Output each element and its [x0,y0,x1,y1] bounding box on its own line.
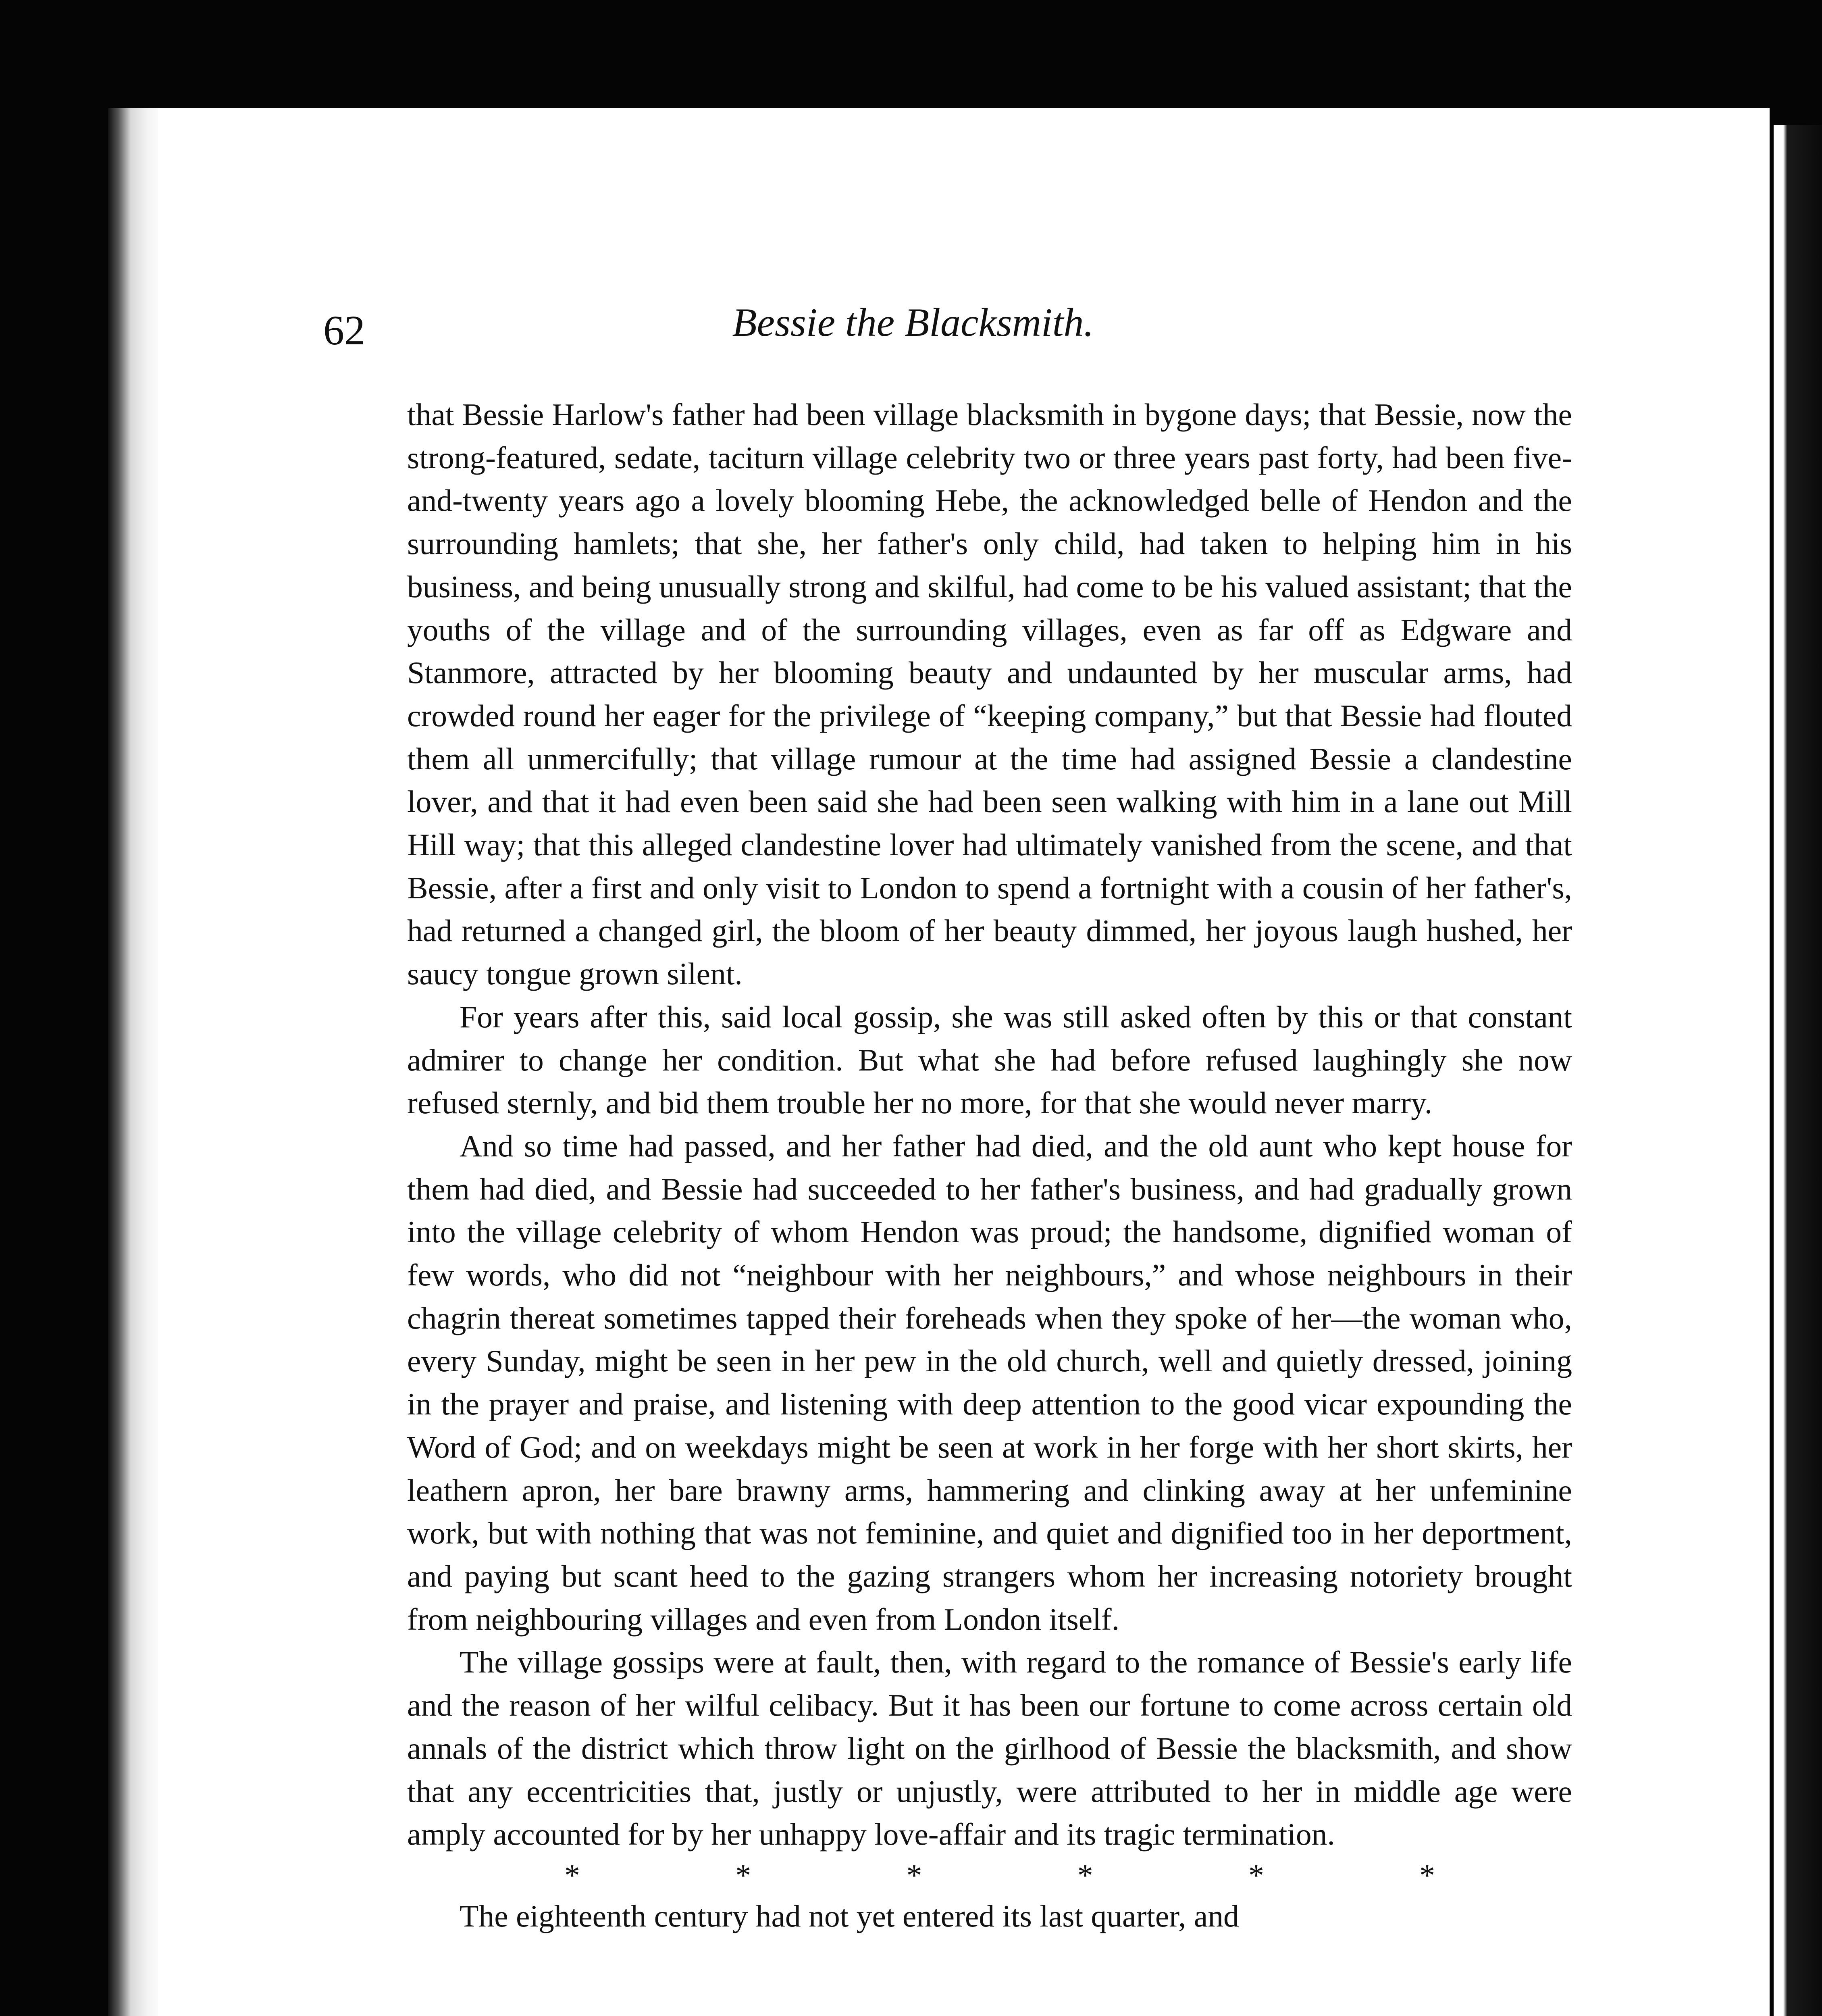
book-spine-shadow [108,108,164,2016]
page-edge [1774,125,1822,2016]
body-text [407,393,1572,1938]
asterisk: * [1248,1858,1264,1893]
section-break [407,1856,1572,1895]
asterisk: * [564,1858,580,1893]
running-title: Bessie the Blacksmith. [732,300,1094,345]
paragraph-5: The eighteenth century had not yet entered its last quarter, and [460,1898,1239,1933]
asterisk: * [735,1858,751,1893]
paragraph-2: For years after this, said local gossip, she was still asked often by this or that constant admirer to change her condition. But what she had before refused laughingly she now refused sternly, and bid them trouble her no more, for that she would never marry. [407,999,1572,1120]
asterisk: * [906,1858,922,1893]
asterisk: * [1419,1858,1435,1893]
asterisk: * [1077,1858,1093,1893]
page-number: 62 [323,307,365,354]
paragraph-1: that Bessie Harlow's father had been village blacksmith in bygone days; that Bessie, now the strong-featured, sedate, taciturn village celebrity two or three years past forty, had been five-and-twenty years ago a lovely blooming Hebe, the acknowledged belle of Hendon and the surrounding hamlets; that she, her father's only child, had taken to helping him in his business, and being unusually strong and skilful, had come to be his valued assistant; that the youths of the village and of the surrounding villages, even as far off as Edgware and Stanmore, attracted by her blooming beauty and undaunted by her muscular arms, had crowded round her eager for the privilege of “keeping company,” but that Bessie had flouted them all unmercifully; that village rumour at the time had assigned Bessie a clandestine lover, and that it had even been said she had been seen walking with him in a lane out Mill Hill way; that this alleged clandestine lover had ultimately vanished from the scene, and that Bessie, after a first and only visit to London to spend a fortnight with a cousin of her father's, had returned a changed girl, the bloom of her beauty dimmed, her joyous laugh hushed, her saucy tongue grown silent. [407,397,1572,991]
paragraph-4: The village gossips were at fault, then, with regard to the romance of Bessie's early life and the reason of her wilful celibacy. But it has been our fortune to come across certain old annals of the district which throw light on the girlhood of Bessie the blacksmith, and show that any eccentricities that, justly or unjustly, were attributed to her in middle age were amply accounted for by her unhappy love-affair and its tragic termination. [407,1645,1572,1852]
paragraph-3: And so time had passed, and her father had died, and the old aunt who kept house for them had died, and Bessie had succeeded to her father's business, and had gradually grown into the village celebrity of whom Hendon was proud; the handsome, dignified woman of few words, who did not “neighbour with her neighbours,” and whose neighbours in their chagrin thereat sometimes tapped their foreheads when they spoke of her—the woman who, every Sunday, might be seen in her pew in the old church, well and quietly dressed, joining in the prayer and praise, and listening with deep attention to the good vicar expounding the Word of God; and on weekdays might be seen at work in her forge with her short skirts, her leathern apron, her bare brawny arms, hammering and clinking away at her unfeminine work, but with nothing that was not feminine, and quiet and dignified too in her deportment, and paying but scant heed to the gazing strangers whom her increasing notoriety brought from neighbouring villages and even from London itself. [407,1128,1572,1637]
running-header [242,302,1584,363]
